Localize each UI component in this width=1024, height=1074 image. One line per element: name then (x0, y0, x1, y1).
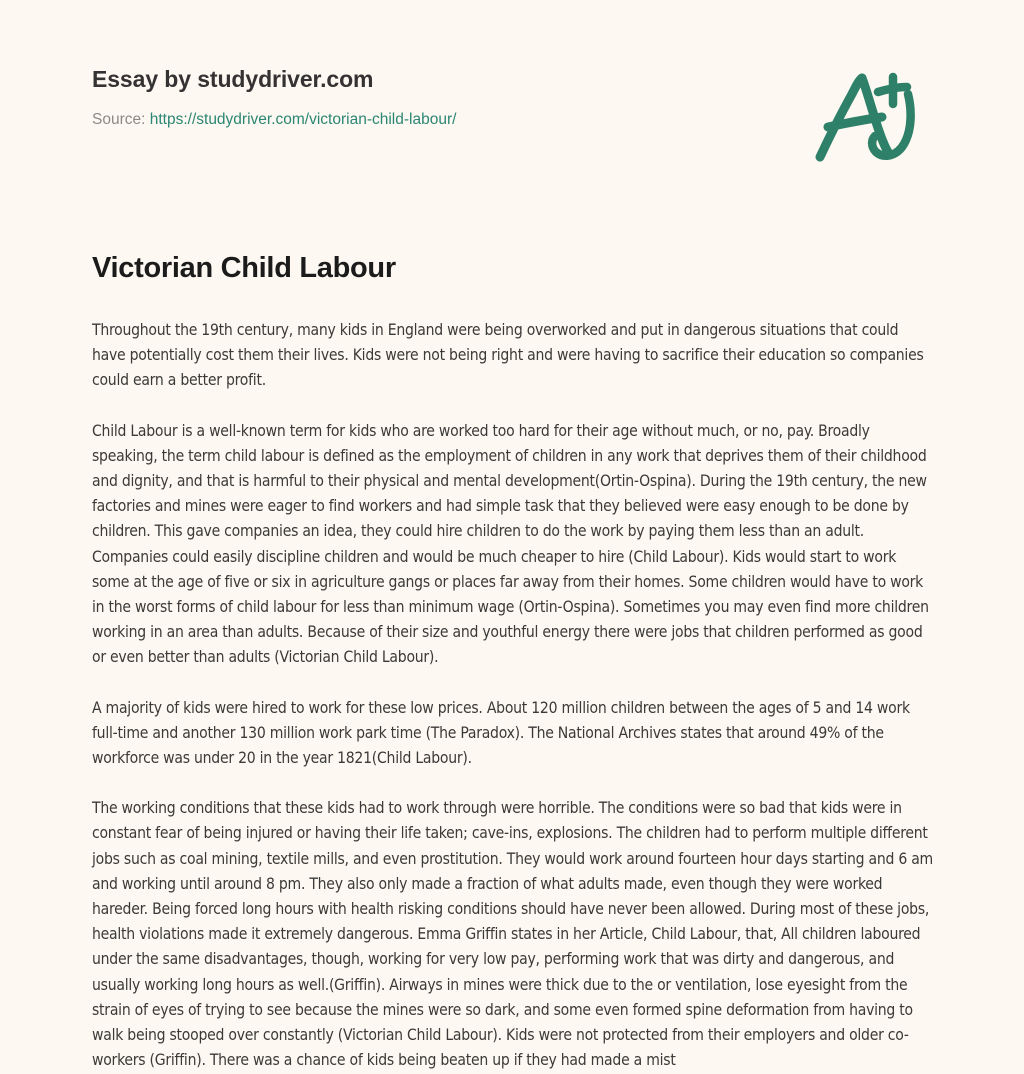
page-title: Victorian Child Labour (92, 252, 396, 284)
paragraph: Child Labour is a well-known term for kids who are worked too hard for their age without much, or no, pay. Broadly speaking, the term child labour is defined as the employment of children in any work that deprives them of their childhood and dignity, and that is harmful to their physical and mental development(Ortin-Ospina). During the 19th century, the new factories and mines were eager to find workers and had simple task that they believed were easy enough to be done by children. This gave companies an idea, they could hire children to do the work by paying them less than an adult. Companies could easily discipline children and would be much cheaper to hire (Child Labour). Kids would start to work some at the age of five or six in agriculture gangs or places far away from their homes. Some children would have to work in the worst forms of child labour for less than minimum wage (Ortin-Ospina). Sometimes you may even find more children working in an area than adults. Because of their size and youthful energy there were jobs that children performed as good or even better than adults (Victorian Child Labour). (92, 421, 929, 667)
paragraph: Throughout the 19th century, many kids in England were being overworked and put in dangerous situations that could have potentially cost them their lives. Kids were not being right and were having to sacrifice their education so companies could earn a better profit. (92, 321, 924, 390)
article (92, 248, 934, 1073)
a-plus-logo-svg (812, 68, 922, 172)
paragraph: The working conditions that these kids had to work through were horrible. The conditions were so bad that kids were in constant fear of being injured or having their life taken; cave-ins, explosions. The children had to perform multiple different jobs such as coal mining, textile mills, and even prostitution. They would work around fourteen hour days starting and 6 am and working until around 8 pm. They also only made a fraction of what adults made, even though they were worked hareder. Being forced long hours with health risking conditions should have never been allowed. During most of these jobs, health violations made it extremely dangerous. Emma Griffin states in her Article, Child Labour, that, All children laboured under the same disadvantages, though, working for very low pay, performing work that was dirty and dangerous, and usually working long hours as well.(Griffin). Airways in mines were thick due to the or ventilation, lose eyesight from the strain of eyes of trying to see because the mines were so dark, and some even formed spine deformation from having to walk being stooped over constantly (Victorian Child Labour). Kids were not protected from their employers and older co-workers (Griffin). There was a chance of kids being beaten up if they had made a mist (92, 799, 933, 1070)
paragraph: A majority of kids were hired to work for these low prices. About 120 million children between the ages of 5 and 14 work full-time and another 130 million work park time (The Paradox). The National Archives states that around 49% of the workforce was under 20 in the year 1821(Child Labour). (92, 698, 910, 768)
header-text-block (92, 64, 792, 130)
source-url-link[interactable]: https://studydriver.com/victorian-child-labour/ (149, 111, 457, 128)
a-plus-logo-icon (812, 68, 922, 172)
article-body (92, 318, 934, 1073)
source-label: Source: (92, 111, 146, 128)
essay-byline: Essay by studydriver.com (92, 66, 374, 92)
page-header (0, 0, 1024, 200)
source-line (92, 110, 792, 130)
